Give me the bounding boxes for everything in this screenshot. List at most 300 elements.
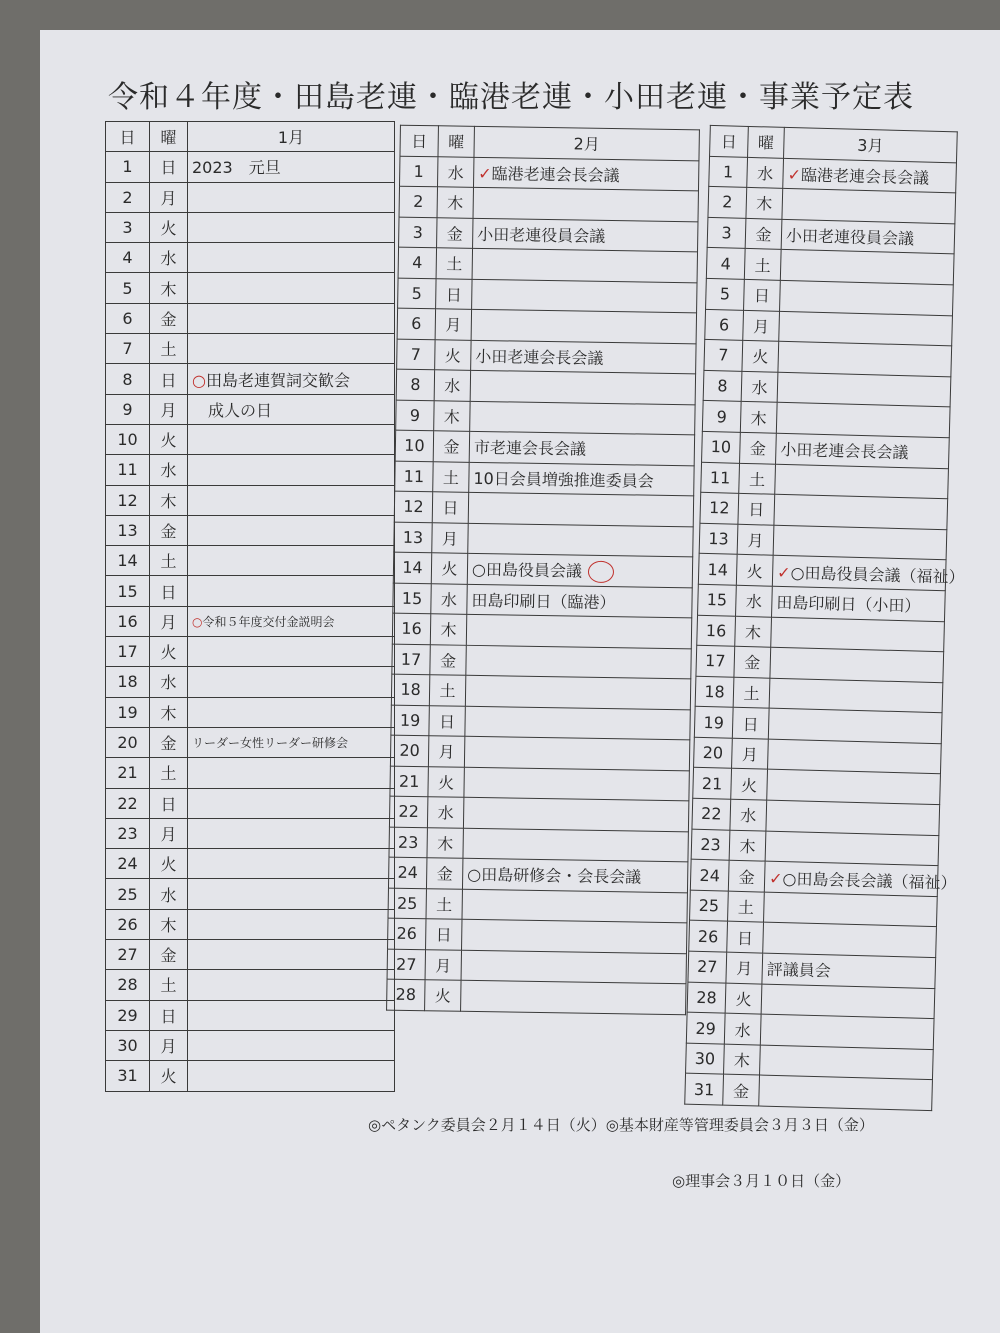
- event-cell: [465, 706, 690, 740]
- weekday: 金: [433, 431, 469, 462]
- weekday: 水: [431, 583, 467, 614]
- day-number: 24: [106, 849, 150, 879]
- month-header-row: [106, 122, 395, 152]
- event-cell: [770, 647, 944, 682]
- day-number: 29: [106, 1000, 150, 1030]
- schedule-row: [106, 152, 395, 182]
- day-number: 17: [392, 644, 430, 675]
- day-number: 3: [707, 217, 746, 249]
- schedule-row: [106, 334, 395, 364]
- event-text: ○田島役員会議: [471, 559, 583, 581]
- header-day: 日: [106, 122, 150, 152]
- schedule-row: [393, 583, 692, 618]
- schedule-row: [388, 918, 687, 953]
- weekday: 金: [437, 217, 473, 248]
- day-number: 13: [106, 515, 150, 545]
- weekday: 火: [428, 766, 464, 797]
- schedule-row: [388, 888, 687, 923]
- event-cell: [766, 800, 940, 835]
- schedule-row: [106, 758, 395, 788]
- event-cell: [188, 152, 395, 182]
- event-cell: [467, 584, 692, 618]
- day-number: 4: [706, 248, 745, 280]
- weekday: 日: [732, 708, 769, 740]
- schedule-row: [106, 364, 395, 394]
- event-cell: [188, 212, 395, 242]
- event-cell: [769, 678, 943, 713]
- day-number: 4: [398, 247, 436, 278]
- weekday: 火: [742, 341, 779, 373]
- day-number: 13: [699, 523, 738, 555]
- day-number: 22: [692, 798, 731, 830]
- event-cell: [466, 645, 691, 679]
- day-number: 11: [395, 461, 433, 492]
- event-cell: [473, 157, 698, 191]
- weekday: 木: [150, 273, 188, 303]
- event-cell: [470, 401, 695, 435]
- event-text: ○田島役員会議（福祉）: [790, 562, 965, 587]
- schedule-row: [394, 491, 693, 526]
- event-cell: [776, 403, 950, 438]
- schedule-row: [106, 637, 395, 667]
- schedule-row: [399, 186, 698, 221]
- event-text: 小田老連役員会議: [477, 224, 606, 246]
- day-number: 27: [688, 951, 727, 983]
- weekday: 金: [150, 303, 188, 333]
- schedule-row: [395, 430, 694, 465]
- schedule-row: [106, 818, 395, 848]
- event-cell: [467, 553, 692, 587]
- event-cell: [469, 431, 694, 465]
- day-number: 26: [106, 909, 150, 939]
- event-cell: [188, 697, 395, 727]
- day-number: 13: [394, 522, 432, 553]
- schedule-row: [106, 606, 395, 636]
- header-month: 1月: [188, 122, 395, 152]
- day-number: 8: [396, 369, 434, 400]
- weekday: 月: [432, 522, 468, 553]
- event-cell: [471, 340, 696, 374]
- schedule-row: [106, 485, 395, 515]
- weekday: 月: [743, 310, 780, 342]
- event-cell: [468, 523, 693, 557]
- day-number: 28: [106, 970, 150, 1000]
- weekday: 木: [434, 400, 470, 431]
- event-cell: [765, 831, 939, 866]
- weekday: 火: [731, 769, 768, 801]
- weekday: 月: [425, 949, 461, 980]
- weekday: 水: [150, 243, 188, 273]
- day-number: 23: [691, 829, 730, 861]
- day-number: 2: [106, 182, 150, 212]
- event-text: 臨港老連会長会議: [800, 165, 930, 188]
- event-cell: [764, 861, 957, 896]
- day-number: 22: [106, 788, 150, 818]
- event-cell: [188, 849, 395, 879]
- event-cell: [468, 492, 693, 526]
- weekday: 日: [738, 493, 775, 525]
- weekday: 水: [736, 585, 773, 617]
- event-cell: [466, 614, 691, 648]
- weekday: 金: [734, 646, 771, 678]
- weekday: 月: [150, 818, 188, 848]
- event-text: 市老連会長会議: [473, 438, 587, 459]
- day-number: 21: [106, 758, 150, 788]
- weekday: 木: [729, 830, 766, 862]
- event-cell: [764, 892, 938, 927]
- red-circle-mark: [588, 561, 614, 583]
- event-cell: [188, 424, 395, 454]
- weekday: 土: [429, 675, 465, 706]
- weekday: 日: [744, 279, 781, 311]
- event-cell: [188, 758, 395, 788]
- event-cell: [463, 828, 688, 862]
- weekday: 木: [746, 188, 783, 220]
- day-number: 3: [399, 217, 437, 248]
- event-cell: [780, 250, 954, 285]
- day-number: 22: [389, 796, 427, 827]
- event-cell: [188, 909, 395, 939]
- day-number: 7: [704, 340, 743, 372]
- weekday: 水: [747, 157, 784, 189]
- weekday: 木: [430, 614, 466, 645]
- schedule-row: [106, 1000, 395, 1030]
- weekday: 土: [150, 758, 188, 788]
- weekday: 木: [150, 697, 188, 727]
- day-number: 31: [106, 1061, 150, 1091]
- schedule-row: [397, 308, 696, 343]
- day-number: 9: [702, 401, 741, 433]
- event-cell: [188, 334, 395, 364]
- event-cell: [188, 727, 395, 757]
- event-cell: [465, 675, 690, 709]
- event-cell: [188, 667, 395, 697]
- month-table-january: [105, 121, 395, 1092]
- event-cell: [472, 279, 697, 313]
- day-number: 10: [106, 424, 150, 454]
- event-cell: [469, 462, 694, 496]
- weekday: 水: [724, 1013, 761, 1045]
- schedule-row: [395, 461, 694, 496]
- event-cell: [473, 218, 698, 252]
- weekday: 金: [426, 858, 462, 889]
- weekday: 月: [435, 309, 471, 340]
- weekday: 金: [150, 940, 188, 970]
- day-number: 28: [387, 979, 425, 1010]
- day-number: 20: [694, 737, 733, 769]
- day-number: 8: [703, 370, 742, 402]
- weekday: 火: [431, 553, 467, 584]
- event-cell: [188, 970, 395, 1000]
- event-cell: [771, 617, 945, 652]
- weekday: 火: [725, 983, 762, 1015]
- schedule-row: [391, 674, 690, 709]
- schedule-row: [106, 546, 395, 576]
- day-number: 21: [390, 766, 428, 797]
- event-cell: [776, 433, 950, 468]
- page-title: 令和４年度・田島老連・臨港老連・小田老連・事業予定表: [108, 80, 914, 115]
- event-text: 田島老連賀詞交歓会: [205, 370, 350, 390]
- day-number: 8: [106, 364, 150, 394]
- weekday: 金: [430, 644, 466, 675]
- weekday: 月: [150, 1030, 188, 1060]
- event-cell: [462, 889, 687, 923]
- schedule-row: [106, 303, 395, 333]
- event-cell: [774, 494, 948, 529]
- schedule-row: [106, 940, 395, 970]
- schedule-row: [106, 515, 395, 545]
- event-cell: [463, 797, 688, 831]
- weekday: 水: [438, 156, 474, 187]
- event-text: リーダー女性リーダー研修会: [192, 736, 349, 751]
- event-cell: [473, 187, 698, 221]
- red-check-mark: ○: [192, 370, 206, 390]
- weekday: 水: [150, 879, 188, 909]
- event-cell: [779, 311, 953, 346]
- event-text: 臨港老連会長会議: [491, 163, 620, 185]
- event-cell: [471, 309, 696, 343]
- event-cell: [780, 280, 954, 315]
- schedule-row: [106, 455, 395, 485]
- day-number: 6: [705, 309, 744, 341]
- day-number: 31: [685, 1074, 724, 1106]
- weekday: 金: [728, 860, 765, 892]
- event-cell: [188, 606, 395, 636]
- day-number: 1: [106, 152, 150, 182]
- day-number: 26: [689, 921, 728, 953]
- weekday: 日: [150, 788, 188, 818]
- header-month: 2月: [474, 126, 699, 160]
- weekday: 火: [150, 1061, 188, 1091]
- day-number: 20: [106, 727, 150, 757]
- footnote-board: ◎理事会３月１０日（金）: [672, 1172, 851, 1190]
- schedule-row: [106, 788, 395, 818]
- day-number: 5: [106, 273, 150, 303]
- schedule-row: [685, 1074, 933, 1111]
- day-number: 25: [388, 888, 426, 919]
- day-number: 12: [700, 492, 739, 524]
- event-cell: [462, 858, 687, 892]
- schedule-row: [387, 949, 686, 984]
- schedule-row: [106, 243, 395, 273]
- weekday: 水: [427, 797, 463, 828]
- schedule-row: [392, 613, 691, 648]
- event-cell: [188, 818, 395, 848]
- event-text: 小田老連会長会議: [780, 440, 909, 463]
- day-number: 24: [388, 857, 426, 888]
- day-number: 18: [391, 674, 429, 705]
- schedule-row: [396, 369, 695, 404]
- event-cell: [767, 770, 941, 805]
- weekday: 月: [150, 394, 188, 424]
- weekday: 水: [150, 455, 188, 485]
- weekday: 火: [435, 339, 471, 370]
- day-number: 27: [106, 940, 150, 970]
- weekday: 木: [724, 1044, 761, 1076]
- weekday: 火: [736, 555, 773, 587]
- event-cell: [778, 341, 952, 376]
- event-cell: [188, 788, 395, 818]
- day-number: 30: [686, 1043, 725, 1075]
- weekday: 土: [733, 677, 770, 709]
- schedule-row: [389, 827, 688, 862]
- day-number: 14: [106, 546, 150, 576]
- schedule-row: [106, 667, 395, 697]
- event-cell: [763, 923, 937, 958]
- day-number: 7: [106, 334, 150, 364]
- weekday: 日: [429, 705, 465, 736]
- weekday: 木: [150, 909, 188, 939]
- day-number: 15: [393, 583, 431, 614]
- event-cell: [188, 273, 395, 303]
- weekday: 土: [150, 546, 188, 576]
- red-check-mark: ✓: [768, 868, 783, 888]
- event-text: 評議員会: [766, 960, 832, 981]
- event-cell: [188, 394, 395, 424]
- event-cell: [777, 372, 951, 407]
- day-number: 28: [687, 982, 726, 1014]
- event-cell: [760, 1045, 934, 1080]
- schedule-row: [398, 247, 697, 282]
- event-cell: [464, 736, 689, 770]
- weekday: 日: [150, 1000, 188, 1030]
- schedule-row: [387, 979, 686, 1014]
- schedule-row: [398, 278, 697, 313]
- day-number: 19: [391, 705, 429, 736]
- schedule-row: [106, 909, 395, 939]
- day-number: 14: [698, 554, 737, 586]
- day-number: 16: [106, 606, 150, 636]
- weekday: 金: [723, 1075, 760, 1107]
- weekday: 水: [741, 371, 778, 403]
- weekday: 金: [745, 218, 782, 250]
- weekday: 土: [436, 248, 472, 279]
- weekday: 火: [150, 637, 188, 667]
- day-number: 11: [106, 455, 150, 485]
- header-weekday: 曜: [438, 126, 474, 157]
- event-cell: [461, 980, 686, 1014]
- schedule-row: [393, 552, 692, 587]
- event-text: 小田老連役員会議: [785, 226, 915, 249]
- weekday: 木: [150, 485, 188, 515]
- event-text: 2023 元旦: [192, 158, 281, 178]
- weekday: 土: [150, 334, 188, 364]
- month-header-row: [400, 125, 699, 160]
- weekday: 月: [737, 524, 774, 556]
- event-cell: [188, 1000, 395, 1030]
- weekday: 土: [744, 249, 781, 281]
- day-number: 23: [389, 827, 427, 858]
- event-cell: [472, 248, 697, 282]
- schedule-row: [106, 394, 395, 424]
- event-cell: [783, 158, 957, 193]
- schedule-row: [106, 576, 395, 606]
- event-cell: [188, 515, 395, 545]
- day-number: 12: [394, 491, 432, 522]
- event-cell: [188, 182, 395, 212]
- event-cell: [759, 1075, 933, 1110]
- weekday: 日: [727, 922, 764, 954]
- day-number: 21: [693, 768, 732, 800]
- day-number: 5: [398, 278, 436, 309]
- day-number: 4: [106, 243, 150, 273]
- schedule-row: [388, 857, 687, 892]
- schedule-row: [106, 970, 395, 1000]
- event-cell: [761, 984, 935, 1019]
- event-text: 10日会員増強推進委員会: [473, 468, 654, 491]
- schedule-row: [106, 424, 395, 454]
- red-check-mark: ✓: [776, 562, 791, 582]
- day-number: 19: [106, 697, 150, 727]
- day-number: 2: [708, 187, 747, 219]
- schedule-row: [391, 705, 690, 740]
- weekday: 水: [730, 799, 767, 831]
- weekday: 火: [150, 212, 188, 242]
- day-number: 25: [690, 890, 729, 922]
- day-number: 17: [106, 637, 150, 667]
- weekday: 木: [437, 187, 473, 218]
- event-cell: [768, 708, 942, 743]
- weekday: 金: [150, 727, 188, 757]
- header-month: 3月: [784, 127, 958, 162]
- day-number: 25: [106, 879, 150, 909]
- schedule-row: [106, 273, 395, 303]
- day-number: 6: [106, 303, 150, 333]
- schedule-row: [400, 156, 699, 191]
- day-number: 6: [397, 308, 435, 339]
- schedule-row: [397, 339, 696, 374]
- event-text: 小田老連会長会議: [475, 346, 604, 368]
- day-number: 24: [690, 859, 729, 891]
- event-text: 成人の日: [192, 400, 273, 420]
- weekday: 日: [426, 919, 462, 950]
- event-cell: [762, 953, 936, 988]
- weekday: 日: [150, 364, 188, 394]
- schedule-row: [392, 644, 691, 679]
- schedule-row: [106, 212, 395, 242]
- event-text: 令和５年度交付金説明会: [202, 614, 335, 629]
- footnote-committees: ◎ペタンク委員会２月１４日（火）◎基本財産等管理委員会３月３日（金）: [368, 1116, 874, 1134]
- weekday: 木: [735, 616, 772, 648]
- day-number: 18: [106, 667, 150, 697]
- weekday: 日: [432, 492, 468, 523]
- red-check-mark: ✓: [787, 164, 802, 185]
- day-number: 14: [393, 552, 431, 583]
- header-weekday: 曜: [150, 122, 188, 152]
- event-cell: [773, 525, 947, 560]
- day-number: 11: [701, 462, 740, 494]
- day-number: 15: [106, 576, 150, 606]
- event-cell: [782, 189, 956, 224]
- schedule-row: [394, 522, 693, 557]
- event-cell: [188, 364, 395, 394]
- event-cell: [462, 919, 687, 953]
- event-text: ○田島研修会・会長会議: [467, 865, 642, 887]
- weekday: 土: [739, 463, 776, 495]
- day-number: 15: [698, 584, 737, 616]
- event-text: 田島印刷日（小田）: [776, 593, 921, 616]
- weekday: 木: [427, 827, 463, 858]
- weekday: 土: [150, 970, 188, 1000]
- event-cell: [188, 879, 395, 909]
- schedule-row: [396, 400, 695, 435]
- day-number: 18: [695, 676, 734, 708]
- day-number: 19: [694, 707, 733, 739]
- schedule-row: [106, 1061, 395, 1091]
- day-number: 16: [697, 615, 736, 647]
- weekday: 月: [150, 606, 188, 636]
- day-number: 10: [702, 431, 741, 463]
